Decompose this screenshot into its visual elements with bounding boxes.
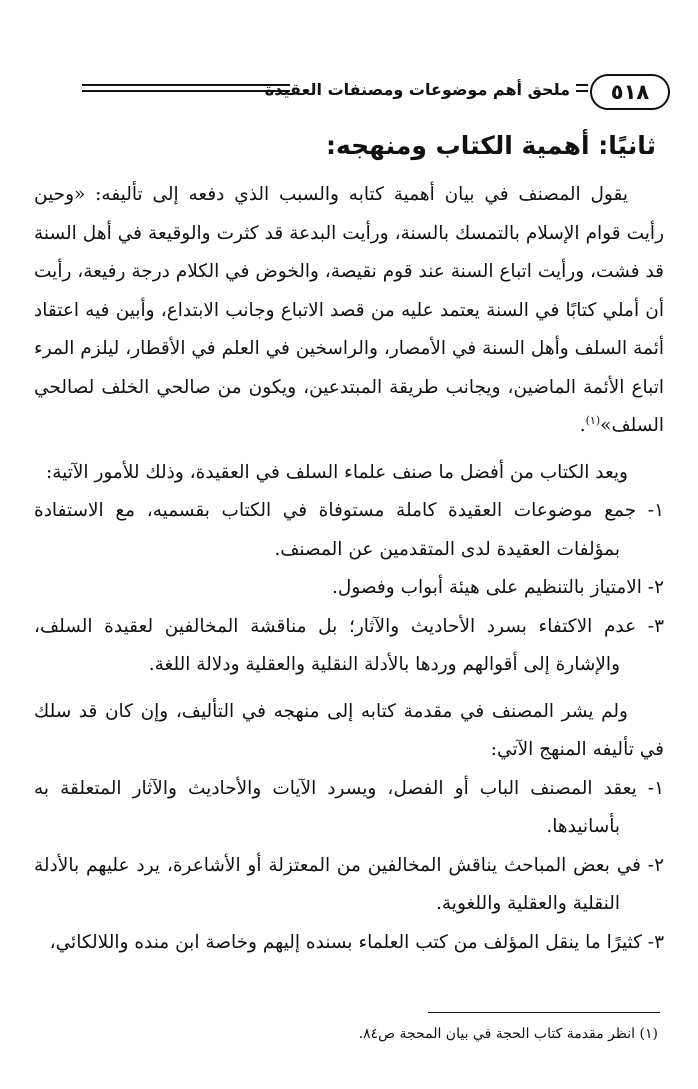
footnote: (١) انظر مقدمة كتاب الحجة في بيان المحجة ص٨٤.: [358, 1026, 658, 1042]
footnote-ref: (١): [585, 413, 601, 427]
paragraph-intro-end: .: [579, 415, 586, 436]
list-item: ١- جمع موضوعات العقيدة كاملة مستوفاة في الكتاب بقسميه، مع الاستفادة بمؤلفات العقيدة لدى المتقدمين عن المصنف.: [34, 500, 664, 560]
header-rule-right: [576, 84, 588, 92]
page-body: [34, 120, 664, 962]
running-header: [30, 74, 670, 114]
list-item: ١- يعقد المصنف الباب أو الفصل، ويسرد الآيات والأحاديث والآثار المتعلقة به بأسانيدها.: [34, 777, 664, 837]
section-heading: ثانيًا: أهمية الكتاب ومنهجه:: [325, 131, 656, 160]
paragraph-intro-text: يقول المصنف في بيان أهمية كتابه والسبب الذي دفعه إلى تأليفه: «وحين رأيت قوام الإسلام بالتمسك بالسنة، ورأيت البدعة قد كثرت والوقيعة في أهل السنة قد فشت، ورأيت اتباع السنة عند قوم نقيصة، والخوض في الكلام درجة رفيعة، رأيت أن أملي كتابًا في السنة يعتمد عليه من قصد الاتباع وجانب الابتداع، وأبين فيه اعتقاد أئمة السلف وأهل السنة في الأمصار، والراسخين في العلم في الأقطار، ليلزم المرء اتباع الأئمة الماضين، ويجانب طريقة المبتدعين، ويكون من صالحي الخلف لصالحي السلف»: [34, 184, 664, 436]
paragraph-method: ولم يشر المصنف في مقدمة كتابه إلى منهجه في التأليف، وإن كان قد سلك في تأليفه المنهج الآتي:: [34, 700, 664, 760]
list-item: ٢- الامتياز بالتنظيم على هيئة أبواب وفصول.: [332, 577, 664, 598]
list-item: ٣- كثيرًا ما ينقل المؤلف من كتب العلماء بسنده إليهم وخاصة ابن منده واللالكائي،: [49, 931, 664, 953]
running-title: ملحق أهم موضوعات ومصنفات العقيدة: [264, 80, 570, 99]
section-title: أهمية الكتاب ومنهجه:: [325, 131, 590, 160]
list-item: ٢- في بعض المباحث يناقش المخالفين من المعتزلة أو الأشاعرة، يرد عليهم بالأدلة النقلية والعقلية واللغوية.: [34, 854, 664, 914]
paragraph-importance: ويعد الكتاب من أفضل ما صنف علماء السلف في العقيدة، وذلك للأمور الآتية:: [45, 461, 628, 483]
section-number: ثانيًا: [608, 131, 656, 160]
header-rule-left: [82, 84, 290, 92]
footnote-rule: [428, 1012, 660, 1013]
list-item: ٣- عدم الاكتفاء بسرد الأحاديث والآثار؛ بل مناقشة المخالفين لعقيدة السلف، والإشارة إلى أقوالهم وردها بالأدلة النقلية والعقلية ودلالة اللغة.: [34, 615, 664, 675]
paragraph-intro: [34, 176, 664, 446]
page-number: ٥١٨: [590, 74, 670, 110]
